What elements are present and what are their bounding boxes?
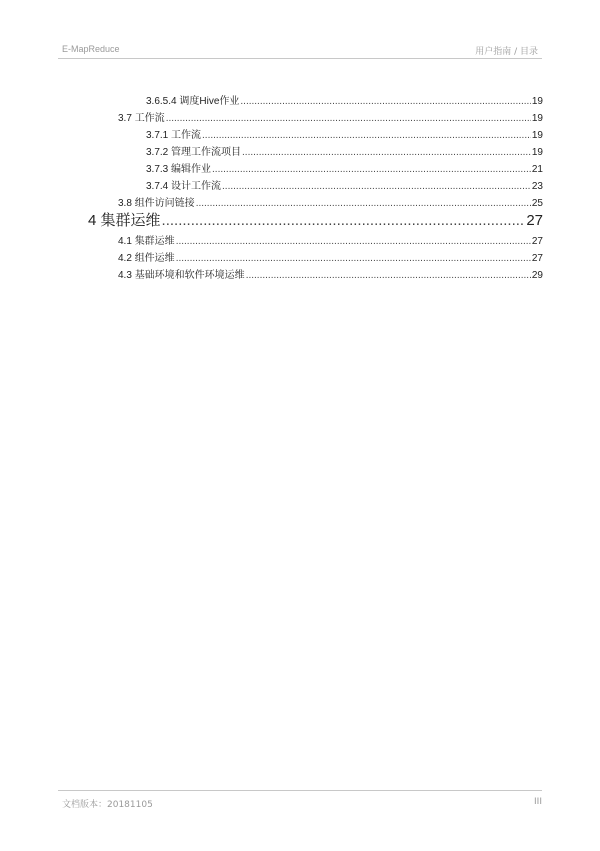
toc-entry-number: 4.2	[118, 253, 132, 264]
toc-entry-page: 27	[526, 212, 543, 229]
toc-entry-number: 3.7.3	[146, 164, 169, 175]
toc-leader-dots	[176, 253, 531, 264]
toc-entry-page: 19	[531, 147, 543, 158]
toc-entry-page: 21	[531, 164, 543, 175]
toc-entry-title: 管理工作流项目	[171, 147, 242, 158]
toc-entry-number: 3.6.5.4	[146, 96, 177, 107]
toc-entry[interactable]	[118, 249, 543, 264]
footer-divider	[58, 790, 542, 791]
toc-leader-dots	[162, 212, 526, 229]
toc-leader-dots	[176, 236, 531, 247]
toc-entry-title: 组件运维	[134, 253, 175, 264]
toc-entry[interactable]	[146, 92, 543, 107]
toc-entry-title: 设计工作流	[171, 181, 222, 192]
toc-leader-dots	[222, 181, 531, 192]
toc-chapter-entry[interactable]	[88, 209, 543, 230]
toc-leader-dots	[166, 113, 531, 124]
toc-entry-number: 3.8	[118, 198, 132, 209]
toc-leader-dots	[242, 147, 531, 158]
toc-entry-page: 19	[531, 96, 543, 107]
toc-entry-number: 4.1	[118, 236, 132, 247]
toc-leader-dots	[196, 198, 531, 209]
toc-entry-number: 4	[88, 212, 97, 229]
toc-entry-title: 集群运维	[134, 236, 175, 247]
toc-entry-title: 编辑作业	[171, 164, 212, 175]
toc-entry-page: 27	[531, 253, 543, 264]
toc-entry[interactable]	[118, 109, 543, 124]
toc-entry-number: 4.3	[118, 270, 132, 281]
toc-leader-dots	[202, 130, 531, 141]
toc-entry[interactable]	[118, 232, 543, 247]
toc-entry-title: 工作流	[171, 130, 202, 141]
toc-entry-title: 组件访问链接	[134, 198, 195, 209]
page-header-right: 用户指南 / 目录	[475, 47, 538, 57]
toc-entry-number: 3.7	[118, 113, 132, 124]
toc-entry[interactable]	[118, 266, 543, 281]
toc-entry[interactable]	[146, 160, 543, 175]
footer-page-number: III	[534, 797, 542, 807]
toc-entry-page: 29	[531, 270, 543, 281]
toc-entry[interactable]	[146, 126, 543, 141]
toc-entry-number: 3.7.2	[146, 147, 169, 158]
toc-entry-page: 23	[531, 181, 543, 192]
toc-entry-number: 3.7.1	[146, 130, 169, 141]
toc-entry[interactable]	[118, 194, 543, 209]
toc-entry-title: 调度Hive作业	[179, 96, 240, 107]
toc-leader-dots	[240, 96, 530, 107]
toc-entry-page: 19	[531, 113, 543, 124]
toc-leader-dots	[246, 270, 531, 281]
toc-leader-dots	[212, 164, 531, 175]
toc-entry-title: 基础环境和软件环境运维	[134, 270, 245, 281]
toc-entry-title: 集群运维	[100, 212, 161, 229]
toc-entry[interactable]	[146, 177, 543, 192]
header-divider	[58, 58, 542, 59]
toc-entry-page: 19	[531, 130, 543, 141]
toc-entry-number: 3.7.4	[146, 181, 169, 192]
toc-entry-title: 工作流	[134, 113, 165, 124]
toc-entry-page: 25	[531, 198, 543, 209]
footer-document-version: 文档版本：20181105	[62, 800, 153, 810]
toc-entry[interactable]	[146, 143, 543, 158]
toc-entry-page: 27	[531, 236, 543, 247]
page-header-left: E-MapReduce	[62, 44, 120, 54]
